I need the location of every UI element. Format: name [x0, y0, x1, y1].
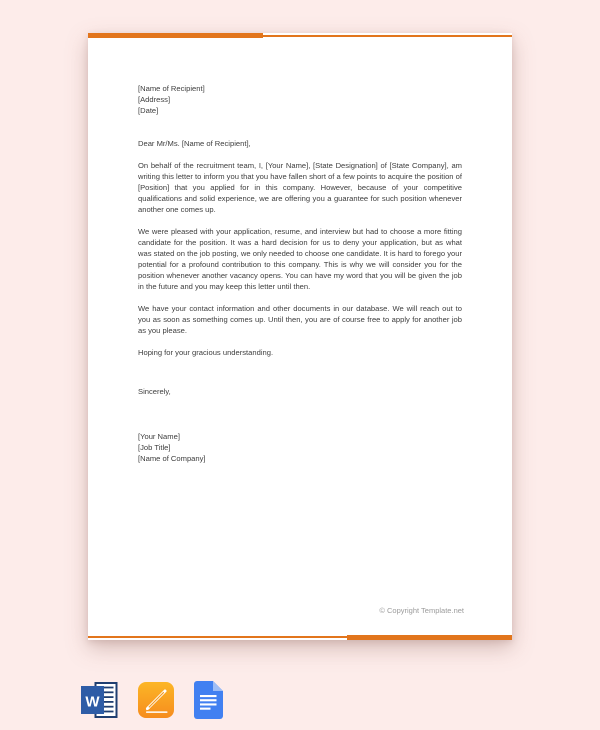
signature-name-line: [Your Name]	[138, 432, 180, 441]
recipient-date-line: [Date]	[138, 106, 159, 115]
format-icons-row	[81, 681, 223, 719]
paragraph-3: We have your contact information and other documents in our database. We will reach out to you as soon as something comes up. Until then, you are of course free to apply for another job as you please.	[138, 304, 462, 335]
paragraph-2: We were pleased with your application, resume, and interview but had to choose a more fitting candidate for the position. It was a hard decision for us to deny your application, but as what was stated on the job posting, we only needed to choose one candidate. It is hard to forego your potential for a profound contribution to this company. This is why we will consider you for the position whenever another vacancy opens. You can have my word that you will be given the job in the future and you may keep this letter until then.	[138, 227, 462, 291]
page-bottom-accent-bar-thick	[347, 635, 512, 640]
word-icon-graphic	[81, 682, 118, 718]
google-docs-icon[interactable]	[194, 681, 223, 719]
page-top-accent-bar-thin	[263, 35, 512, 37]
paragraph-1: On behalf of the recruitment team, I, [Your Name], [State Designation] of [State Company], am writing this letter to inform you that you have fallen short of a few points to acquire the position of [Position] that you applied for in this company. However, because of your competitive qualifications and solid experience, we are offering you a guarantee for such position whenever another one comes up.	[138, 161, 462, 214]
signature-company-line: [Name of Company]	[138, 454, 206, 463]
closing: Sincerely,	[138, 387, 171, 396]
docs-icon-graphic	[194, 681, 223, 719]
letter-page	[88, 33, 512, 640]
recipient-block	[138, 83, 462, 116]
paragraph-4: Hoping for your gracious understanding.	[138, 348, 274, 357]
word-w-glyph: W	[85, 693, 100, 711]
signature-title-line: [Job Title]	[138, 443, 171, 452]
letter-body	[138, 83, 462, 464]
microsoft-word-icon[interactable]	[81, 682, 118, 718]
page-top-accent-bar-thick	[88, 33, 263, 38]
signature-block	[138, 431, 462, 464]
apple-pages-icon[interactable]	[138, 682, 174, 718]
pages-icon-graphic	[138, 682, 174, 718]
recipient-address-line: [Address]	[138, 95, 171, 104]
recipient-name-line: [Name of Recipient]	[138, 84, 205, 93]
salutation: Dear Mr/Ms. [Name of Recipient],	[138, 139, 251, 148]
page-bottom-accent-bar-thin	[88, 636, 347, 638]
copyright-notice: © Copyright Template.net	[379, 606, 464, 615]
